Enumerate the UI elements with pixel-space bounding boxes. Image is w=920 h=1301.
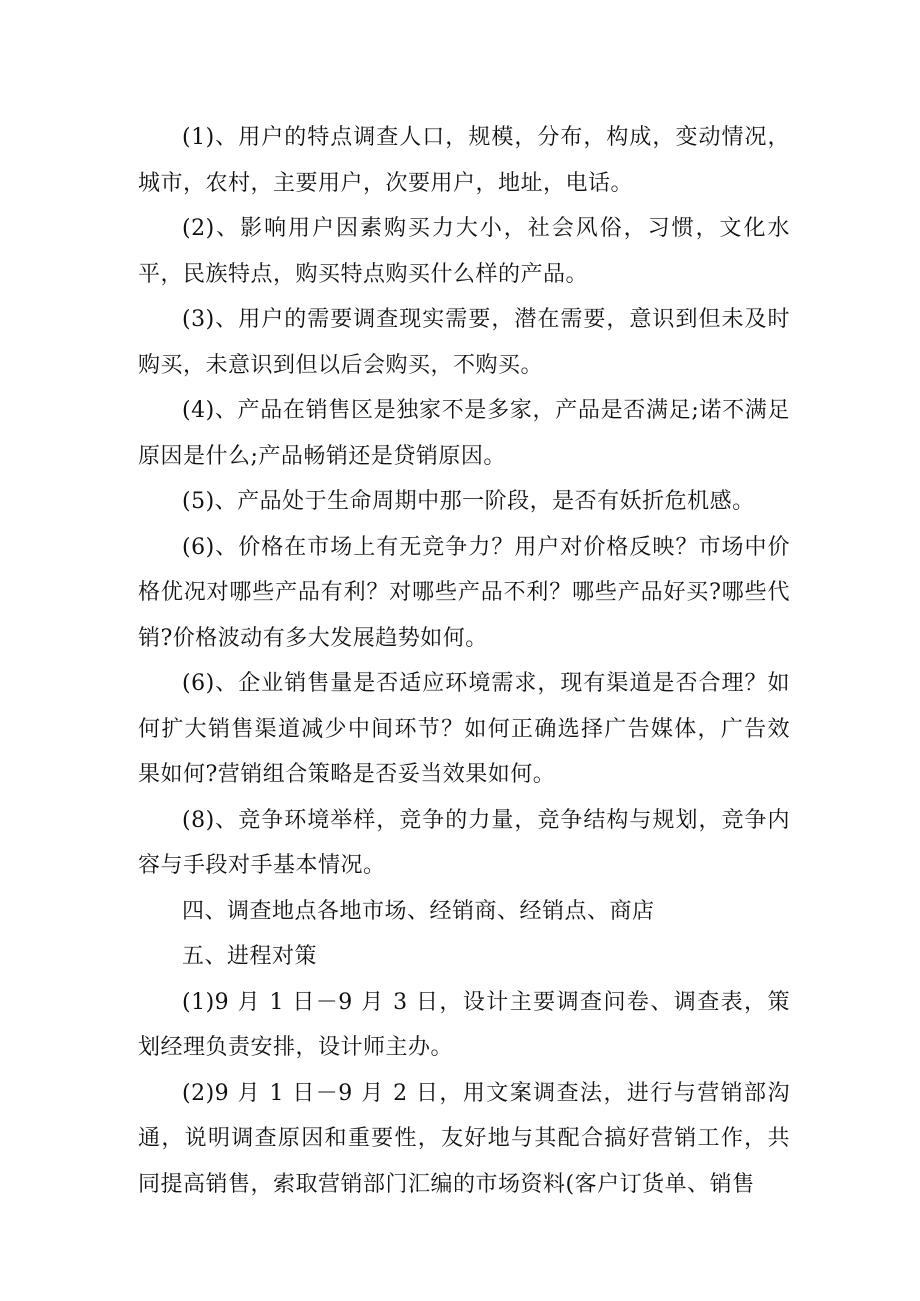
section-heading-survey-locations: 四、调查地点各地市场、经销商、经销点、商店	[182, 898, 655, 924]
paragraph-user-needs: (3)、用户的需要调查现实需要，潜在需要，意识到但未及时购买，未意识到但以后会购买，不购买。	[138, 307, 790, 378]
paragraph-user-factors: (2)、影响用户因素购买力大小，社会风俗，习惯，文化水平，民族特点，购买特点购买什么样的产品。	[138, 216, 790, 287]
paragraph-user-characteristics: (1)、用户的特点调查人口，规模，分布，构成，变动情况，城市，农村，主要用户，次要用户，地址，电话。	[138, 125, 790, 196]
paragraph-schedule-step-2: (2)9 月 1 日－9 月 2 日，用文案调查法，进行与营销部沟通，说明调查原因和重要性，友好地与其配合搞好营销工作，共同提高销售，索取营销部门汇编的市场资料(客户订货单、销售	[138, 1080, 790, 1197]
paragraph-schedule-step-1: (1)9 月 1 日－9 月 3 日，设计主要调查问卷、调查表，策划经理负责安排，设计师主办。	[138, 989, 790, 1060]
paragraph-product-lifecycle: (5)、产品处于生命周期中那一阶段，是否有妖折危机感。	[182, 489, 755, 514]
paragraph-price-competitiveness: (6)、价格在市场上有无竞争力？用户对价格反映？市场中价格优况对哪些产品有利？对哪些产品不利？哪些产品好买?哪些代销?价格波动有多大发展趋势如何。	[138, 534, 790, 651]
paragraph-competitive-environment: (8)、竞争环境举样，竞争的力量，竞争结构与规划，竞争内容与手段对手基本情况。	[138, 807, 790, 878]
section-heading-schedule: 五、进程对策	[182, 944, 318, 969]
paragraph-product-sales-area: (4)、产品在销售区是独家不是多家，产品是否满足;诺不满足原因是什么;产品畅销还是贷销原因。	[138, 398, 790, 469]
paragraph-sales-volume-channels: (6)、企业销售量是否适应环境需求，现有渠道是否合理？如何扩大销售渠道减少中间环节？如何正确选择广告媒体，广告效果如何?营销组合策略是否妥当效果如何。	[138, 671, 790, 787]
